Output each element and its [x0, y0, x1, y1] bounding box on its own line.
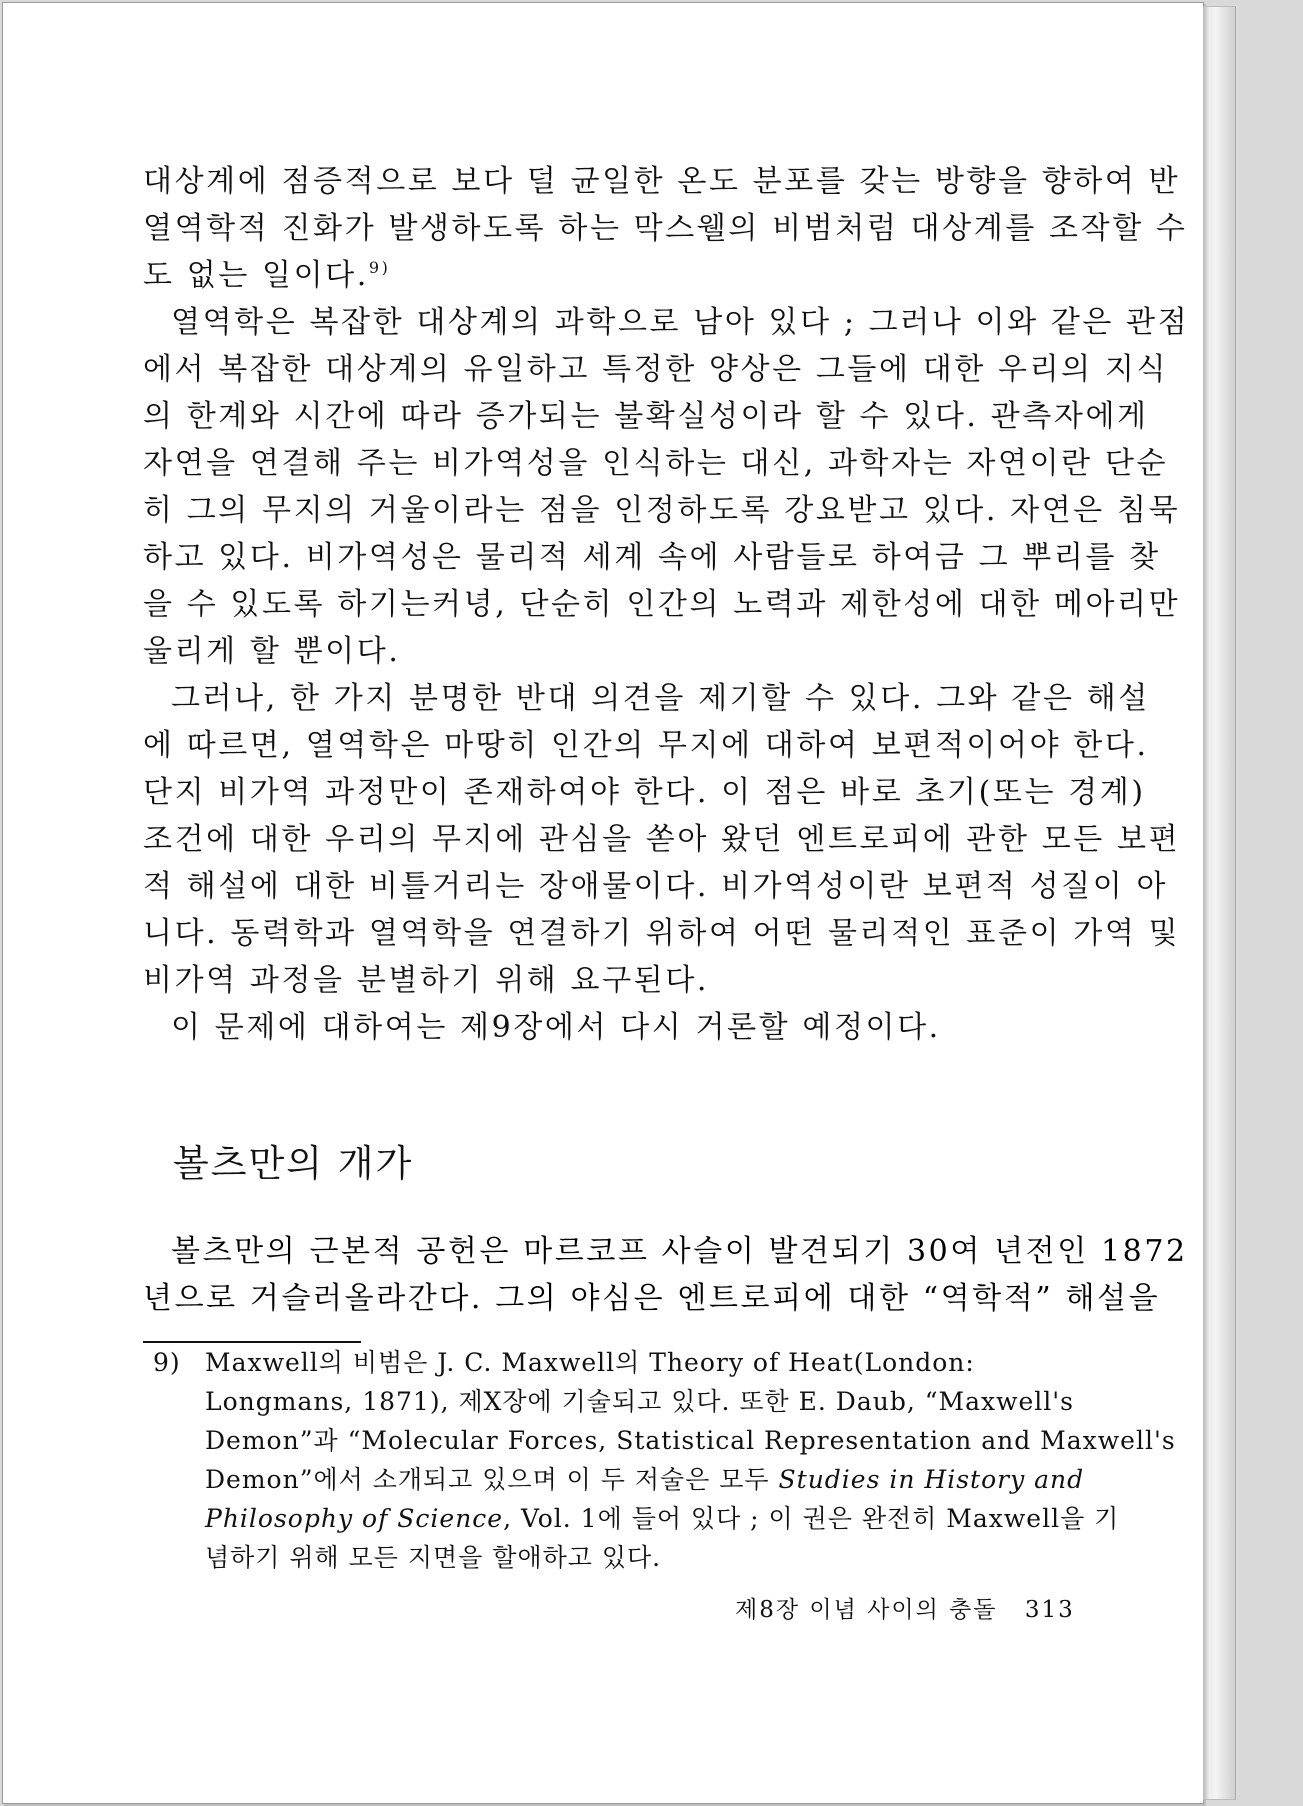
- footnote-line: 념하기 위해 모든 지면을 할애하고 있다.: [205, 1543, 662, 1572]
- text-line-content: 열역학은 복잡한 대상계의 과학으로 남아 있다 ; 그러나 이와 같은 관점: [171, 305, 1190, 340]
- text-line: 년으로 거슬러올라간다. 그의 야심은 엔트로피에 대한 “역학적” 해설을: [143, 1281, 1161, 1316]
- footnote-italic: Philosophy of Science: [205, 1504, 504, 1533]
- text-line-content: 조건에 대한 우리의 무지에 관심을 쏟아 왔던 엔트로피에 관한 모든 보편: [143, 822, 1181, 857]
- text-line: [143, 957, 1073, 1004]
- footnote-reference[interactable]: 9): [368, 258, 391, 277]
- text-line: [143, 816, 1181, 863]
- text-line-content: 울리게 할 뿐이다.: [143, 634, 401, 669]
- text-line: [143, 1004, 1073, 1051]
- text-line: [143, 628, 1073, 675]
- footnote-text: Demon”에서 소개되고 있으며 이 두 저술은 모두: [205, 1465, 779, 1494]
- text-line: [143, 534, 1161, 581]
- text-line: [143, 722, 1149, 769]
- text-line: [143, 299, 1190, 346]
- text-line-content: 도 없는 일이다.: [143, 258, 369, 293]
- section-paragraph: [143, 1228, 1188, 1322]
- document-page: [2, 2, 1204, 1804]
- footnote-text: , Vol. 1에 들어 있다 ; 이 권은 완전히 Maxwell을 기: [503, 1504, 1120, 1533]
- text-line-content: 단지 비가역 과정만이 존재하여야 한다. 이 점은 바로 초기(또는 경계): [143, 775, 1146, 810]
- text-line: 볼츠만의 근본적 공헌은 마르코프 사슬이 발견되기 30여 년전인 1872: [171, 1234, 1188, 1269]
- footnote-line: [153, 1460, 1085, 1499]
- text-line: [143, 440, 1169, 487]
- text-line-content: 자연을 연결해 주는 비가역성을 인식하는 대신, 과학자는 자연이란 단순: [143, 446, 1169, 481]
- page-stack-edge: [1203, 6, 1236, 1800]
- text-line: [143, 863, 1169, 910]
- page-number: 313: [1024, 1597, 1075, 1623]
- footnote-line: Longmans, 1871), 제X장에 기술되고 있다. 또한 E. Daub, “Maxwell's: [205, 1387, 1075, 1416]
- text-line-content: 비가역 과정을 분별하기 위해 요구된다.: [143, 963, 709, 998]
- text-line: [143, 581, 1181, 628]
- section-heading: 볼츠만의 개가: [173, 1142, 414, 1185]
- text-line: [143, 910, 1181, 957]
- text-line-content: 히 그의 무지의 거울이라는 점을 인정하도록 강요받고 있다. 자연은 침묵: [143, 493, 1181, 528]
- footnote-italic: Studies in History and: [778, 1465, 1085, 1494]
- text-line-content: 대상계에 점증적으로 보다 덜 균일한 온도 분포를 갖는 방향을 향하여 반: [143, 164, 1181, 199]
- running-chapter-title: 제8장 이념 사이의 충돌: [735, 1597, 998, 1623]
- text-line-content: 에 따르면, 열역학은 마땅히 인간의 무지에 대하여 보편적이어야 한다.: [143, 728, 1149, 763]
- text-line: [143, 158, 1181, 205]
- text-line: [143, 769, 1146, 816]
- text-line: [143, 205, 1188, 252]
- footnote-line: Demon”과 “Molecular Forces, Statistical Representation and Maxwell's: [205, 1426, 1176, 1455]
- text-line: [143, 252, 1073, 299]
- text-line-content: 이 문제에 대하여는 제9장에서 다시 거론할 예정이다.: [171, 1010, 941, 1045]
- text-line-content: 의 한계와 시간에 따라 증가되는 불확실성이라 할 수 있다. 관측자에게: [143, 399, 1149, 434]
- footnote-line: [153, 1343, 1073, 1382]
- text-line-content: 에서 복잡한 대상계의 유일하고 특정한 양상은 그들에 대한 우리의 지식: [143, 352, 1169, 387]
- footnote-text: Maxwell의 비범은 J. C. Maxwell의 Theory of Heat(London:: [205, 1348, 975, 1377]
- text-line-content: 니다. 동력학과 열역학을 연결하기 위하여 어떤 물리적인 표준이 가역 및: [143, 916, 1181, 951]
- footnote: [153, 1343, 1176, 1577]
- text-line: [143, 393, 1149, 440]
- text-line-content: 열역학적 진화가 발생하도록 하는 막스웰의 비범처럼 대상계를 조작할 수: [143, 211, 1188, 246]
- text-line-content: 적 해설에 대한 비틀거리는 장애물이다. 비가역성이란 보편적 성질이 아: [143, 869, 1169, 904]
- text-line: [143, 346, 1169, 393]
- footnote-line: [153, 1499, 1120, 1538]
- text-line: [143, 675, 1150, 722]
- text-line: [143, 487, 1181, 534]
- page-footer: [735, 1591, 1075, 1624]
- footnote-mark: 9): [153, 1348, 181, 1377]
- main-text: [143, 158, 1190, 1051]
- text-line-content: 그러나, 한 가지 분명한 반대 의견을 제기할 수 있다. 그와 같은 해설: [171, 681, 1150, 716]
- text-line-content: 하고 있다. 비가역성은 물리적 세계 속에 사람들로 하여금 그 뿌리를 찾: [143, 540, 1161, 575]
- text-line-content: 을 수 있도록 하기는커녕, 단순히 인간의 노력과 제한성에 대한 메아리만: [143, 587, 1181, 622]
- body-paragraphs: [143, 158, 1190, 1051]
